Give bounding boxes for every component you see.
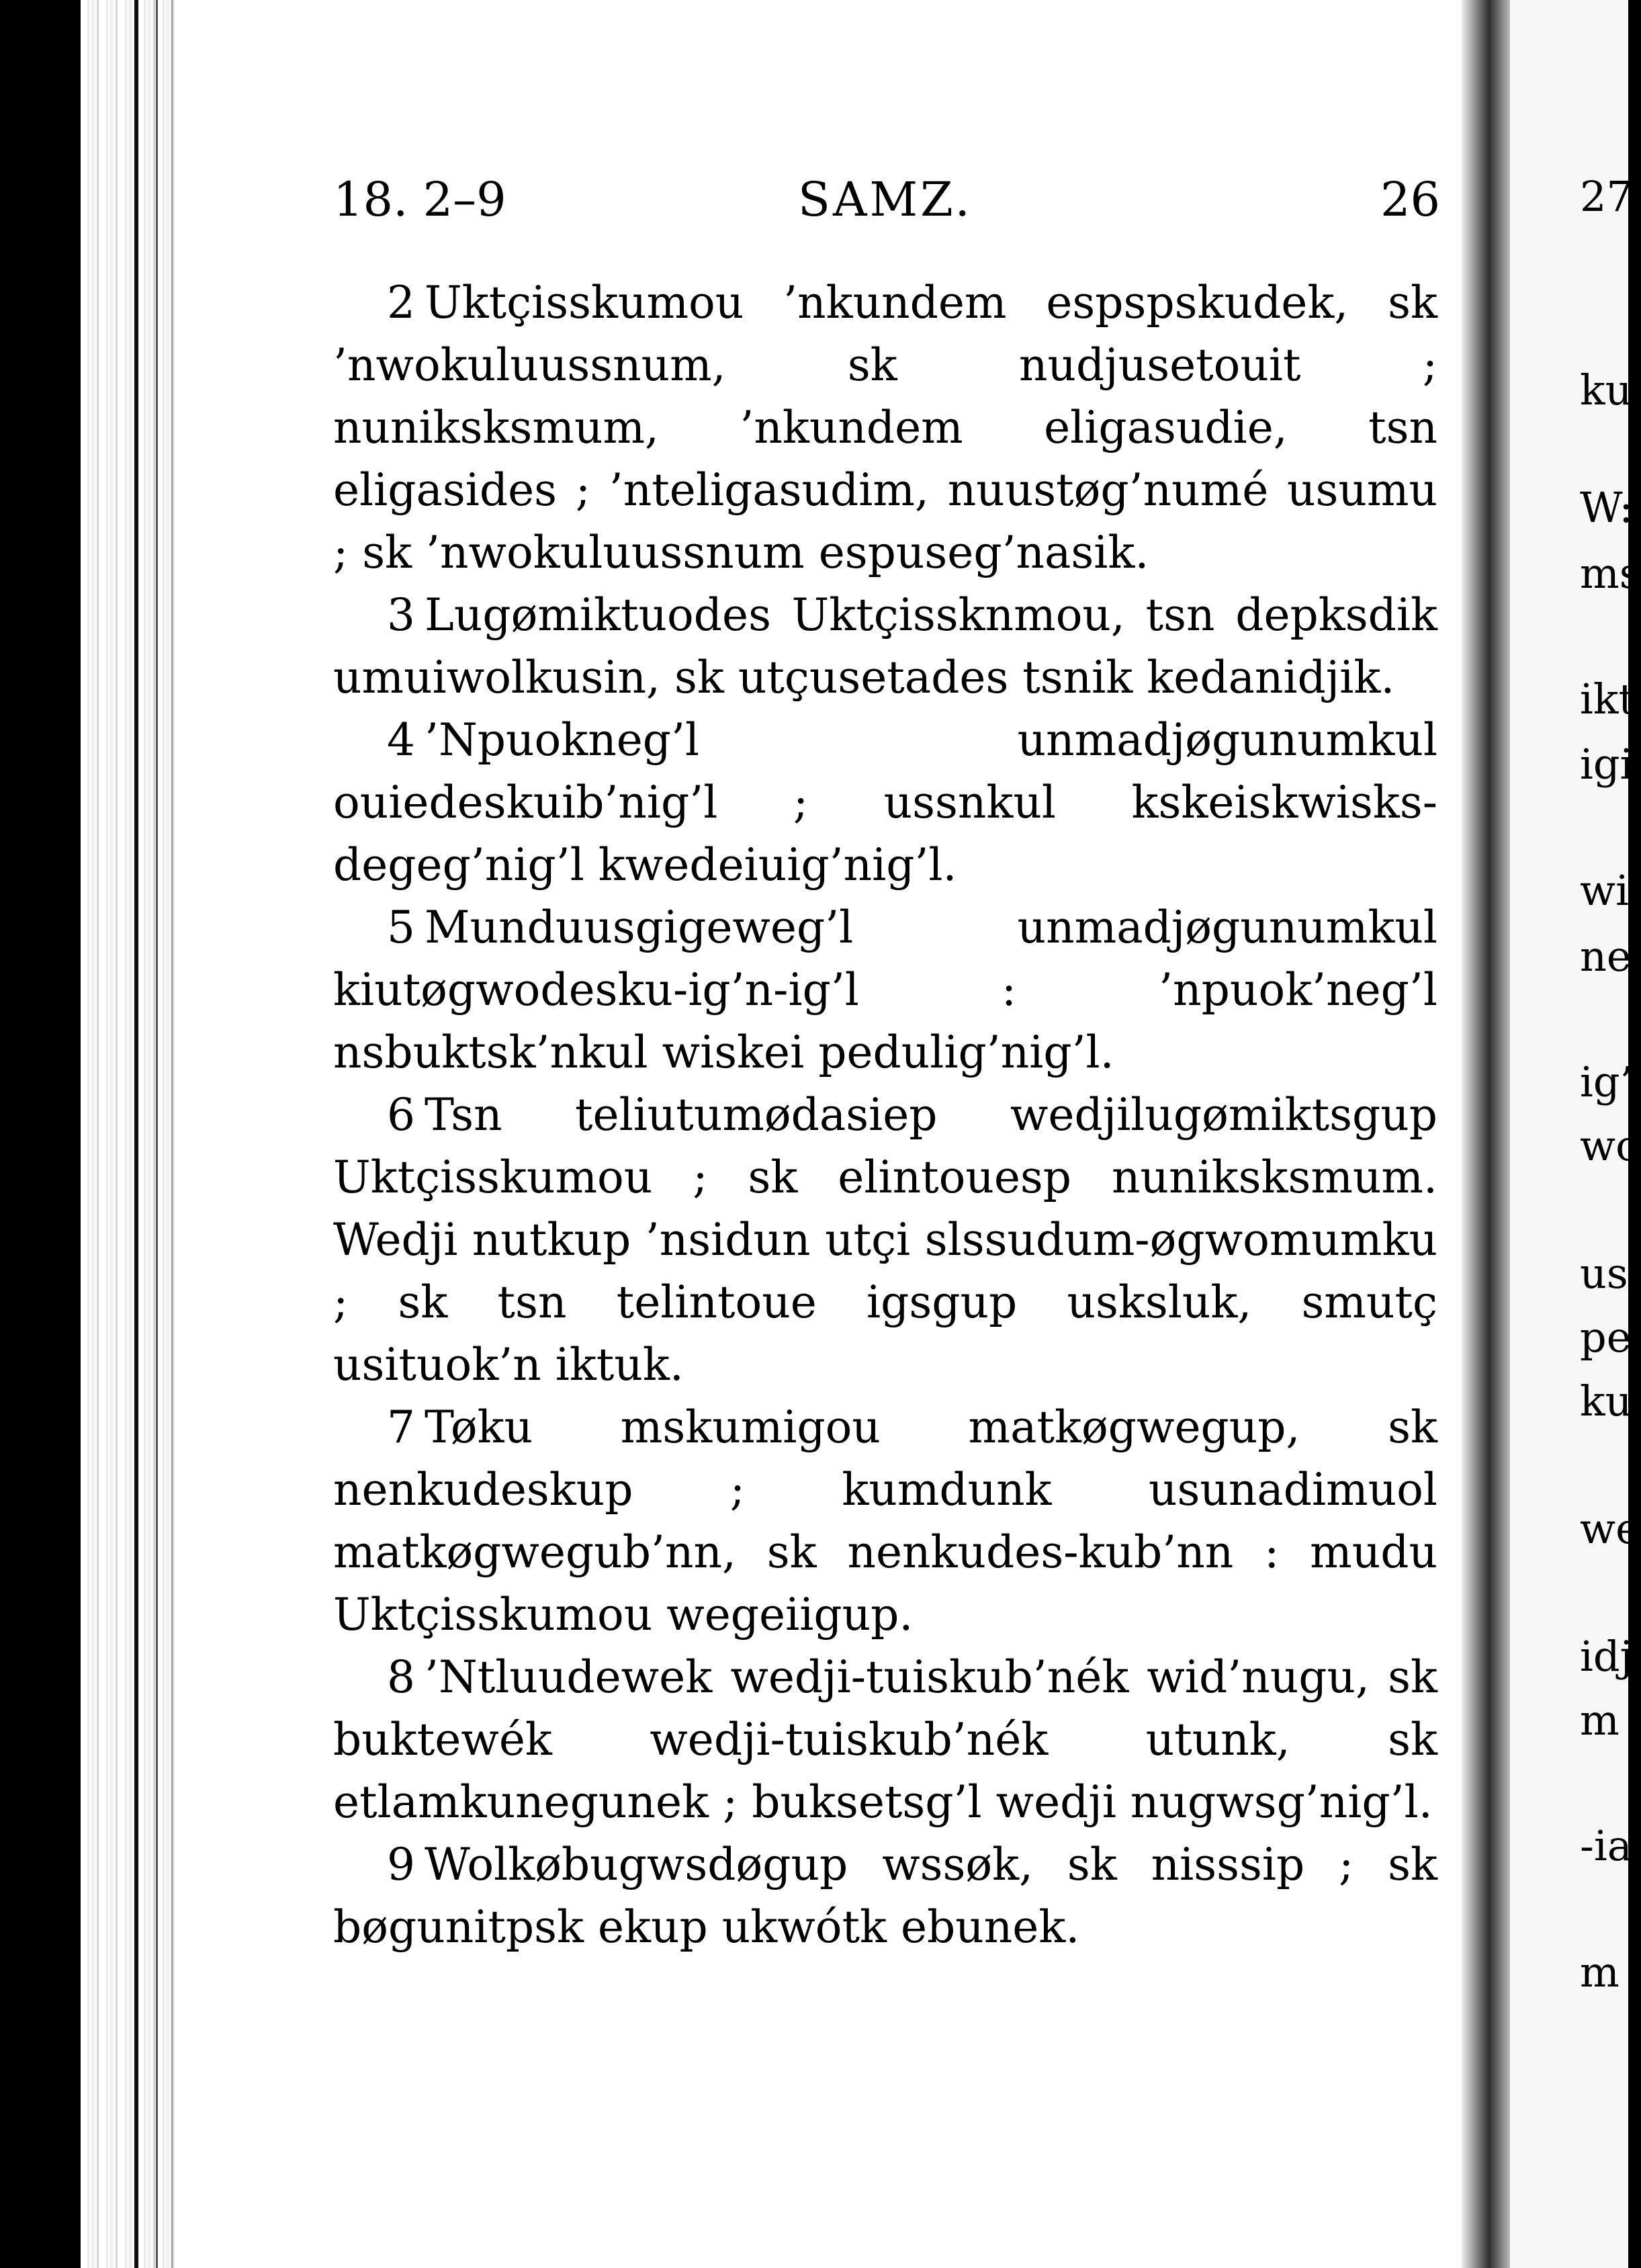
verse-number: 3 [387, 589, 415, 641]
facing-page-fragment: W: [1580, 483, 1634, 532]
facing-page-fragment: ig’ [1580, 1057, 1634, 1106]
verse-text: Uktçisskumou ’nkundem espspskudek, sk ’nwokuluussnum, sk nudjusetouit ; nuniksksmum, ’nkundem eligasudie, tsn eligasides ; ’nteligasudim, nuustøg’numé usumu ; sk ’nwokuluussnum espuseg’nasik. [333, 277, 1437, 578]
facing-page-number: 27 [1580, 172, 1633, 221]
facing-page-fragment: -ia [1580, 1821, 1632, 1870]
facing-page-fragment: ku [1580, 1377, 1632, 1426]
verse [333, 1646, 1437, 1833]
page-edge-shadow [1461, 0, 1491, 2268]
psalm-text-block [333, 271, 1437, 1958]
facing-page-fragment: m [1580, 1696, 1620, 1745]
facing-page-shadow [1490, 0, 1510, 2268]
facing-page-fragment: ku [1580, 365, 1632, 415]
facing-page-fragment: wi [1580, 866, 1629, 915]
facing-page-fragment: idj [1580, 1632, 1633, 1681]
facing-page-fragment: we [1580, 1504, 1640, 1553]
verse-text: Wolkøbugwsdøgup wssøk, sk nisssip ; sk bøgunitpsk ekup ukwótk ebunek. [333, 1839, 1437, 1953]
verse-text: ’Npuokneg’l unmadjøgunumkul ouiedeskuib’nig’l ; ussnkul kskeiskwisks-degeg’nig’l kwedeiuig’nig’l. [333, 714, 1437, 891]
facing-page-fragment: us [1580, 1249, 1628, 1298]
facing-page-fragment: wc [1580, 1121, 1639, 1170]
verse-text: Munduusgigeweg’l unmadjøgunumkul kiutøgwodesku-ig’n-ig’l : ’npuok’neg’l nsbuktsk’nkul wiskei pedulig’nig’l. [333, 902, 1437, 1078]
verse-number: 6 [387, 1089, 415, 1141]
gutter-line [156, 0, 158, 2268]
running-head-title: SAMZ. [798, 172, 973, 227]
verse [333, 584, 1437, 709]
verse-text: Tøku mskumigou matkøgwegup, sk nenkudeskup ; kumdunk usunadimuol matkøgwegub’nn, sk nenkudes-kub’nn : mudu Uktçisskumou wegeiigup. [333, 1401, 1437, 1641]
verse [333, 271, 1437, 584]
facing-page-fragment: ne [1580, 932, 1632, 981]
verse [333, 1396, 1437, 1646]
book-gutter [81, 0, 181, 2268]
verse-number: 8 [387, 1651, 415, 1703]
chapter-verse-reference: 18. 2–9 [333, 172, 506, 227]
facing-page-fragment: ms [1580, 549, 1641, 598]
verse [333, 896, 1437, 1084]
verse [333, 1084, 1437, 1396]
gutter-line [134, 0, 138, 2268]
verse-text: Tsn teliutumødasiep wedjilugømiktsgup Uktçisskumou ; sk elintouesp nuniksksmum. Wedji nutkup ’nsidun utçi slssudum-øgwomumku ; sk tsn telintoue igsgup usksluk, smutç usituok’n iktuk. [333, 1089, 1437, 1391]
facing-page-fragment: pe [1580, 1313, 1632, 1362]
verse [333, 709, 1437, 896]
gutter-line [171, 0, 173, 2268]
facing-page-fragment: ikt [1580, 674, 1636, 724]
verse-number: 7 [387, 1401, 415, 1453]
verse-number: 2 [387, 277, 415, 329]
facing-page-fragment: m [1580, 1948, 1620, 1997]
facing-page-fragment: igi [1580, 740, 1634, 789]
verse-number: 5 [387, 902, 415, 953]
verse [333, 1833, 1437, 1958]
verse-text: Lugømiktuodes Uktçissknmou, tsn depksdik umuiwolkusin, sk utçusetades tsnik kedanidjik. [333, 589, 1437, 703]
verse-text: ’Ntluudewek wedji-tuiskub’nék wid’nugu, sk buktewék wedji-tuiskub’nék utunk, sk etlamkunegunek ; buksetsg’l wedji nugwsg’nig’l. [333, 1651, 1437, 1828]
page-number: 26 [1380, 172, 1441, 227]
verse-number: 4 [387, 714, 415, 766]
verse-number: 9 [387, 1839, 415, 1890]
